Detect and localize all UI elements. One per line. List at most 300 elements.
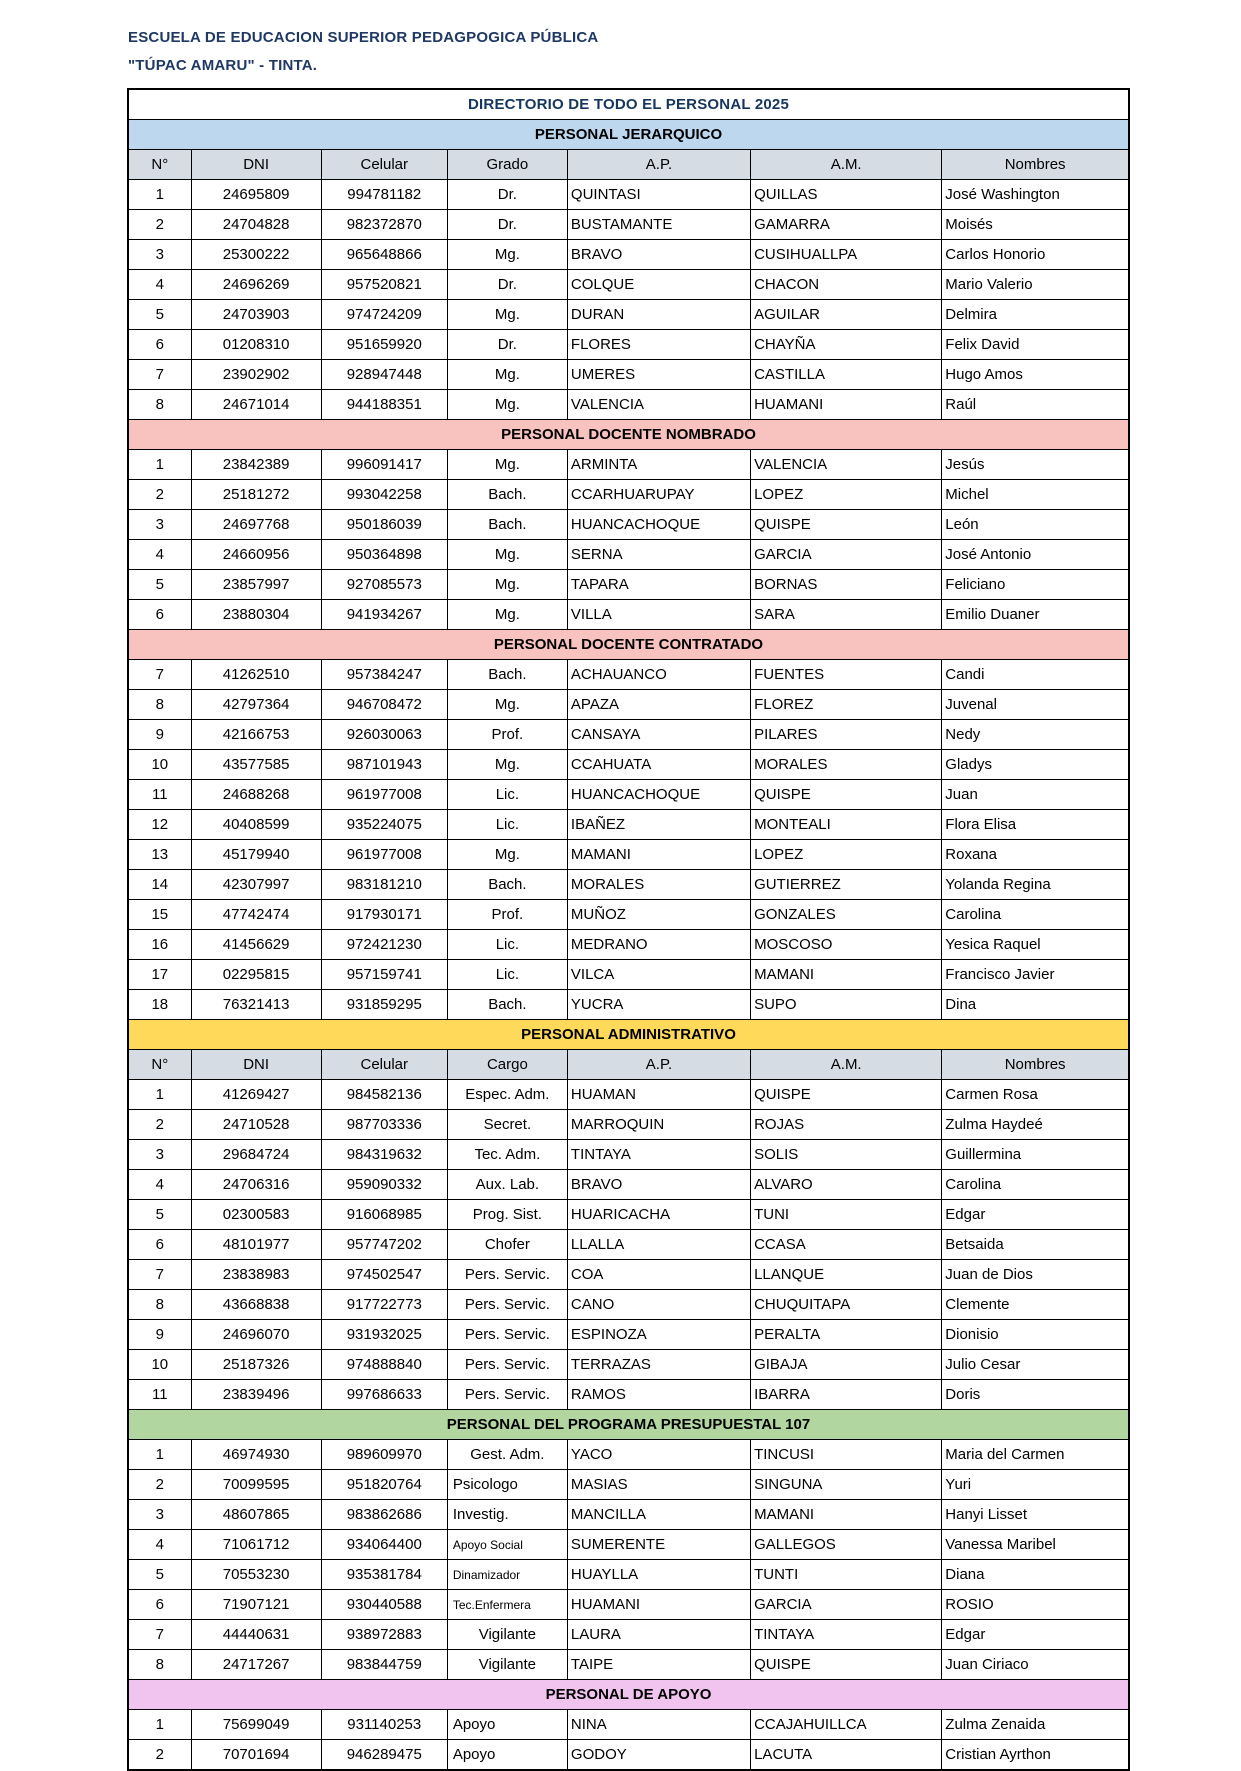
page-title: DIRECTORIO DE TODO EL PERSONAL 2025 [128, 89, 1129, 120]
cell-nombres: Francisco Javier [942, 960, 1129, 990]
cell-celular: 946289475 [321, 1740, 447, 1771]
cell-nombres: Jesús [942, 450, 1129, 480]
cell-am: LACUTA [751, 1740, 942, 1771]
cell-dni: 70099595 [191, 1470, 321, 1500]
column-header-n: N° [128, 1050, 191, 1080]
cell-grado: Apoyo [447, 1710, 567, 1740]
cell-am: QUISPE [751, 780, 942, 810]
section-header-row [128, 630, 1129, 660]
cell-celular: 974724209 [321, 300, 447, 330]
cell-celular: 951820764 [321, 1470, 447, 1500]
cell-celular: 996091417 [321, 450, 447, 480]
cell-am: QUILLAS [751, 180, 942, 210]
column-header-ap: A.P. [567, 1050, 750, 1080]
cell-celular: 935224075 [321, 810, 447, 840]
cell-ap: HUANCACHOQUE [567, 510, 750, 540]
cell-celular: 972421230 [321, 930, 447, 960]
cell-dni: 24695809 [191, 180, 321, 210]
cell-celular: 989609970 [321, 1440, 447, 1470]
cell-grado: Vigilante [447, 1620, 567, 1650]
table-row [128, 660, 1129, 690]
table-row [128, 930, 1129, 960]
cell-celular: 959090332 [321, 1170, 447, 1200]
cell-dni: 23880304 [191, 600, 321, 630]
cell-grado: Bach. [447, 870, 567, 900]
cell-ap: RAMOS [567, 1380, 750, 1410]
cell-n: 6 [128, 1590, 191, 1620]
table-row [128, 180, 1129, 210]
cell-dni: 43577585 [191, 750, 321, 780]
cell-nombres: Julio Cesar [942, 1350, 1129, 1380]
table-row [128, 1170, 1129, 1200]
cell-dni: 71061712 [191, 1530, 321, 1560]
cell-ap: CANO [567, 1290, 750, 1320]
cell-dni: 24696070 [191, 1320, 321, 1350]
cell-n: 4 [128, 1170, 191, 1200]
cell-celular: 983844759 [321, 1650, 447, 1680]
cell-am: SARA [751, 600, 942, 630]
column-header-row [128, 1050, 1129, 1080]
cell-ap: MASIAS [567, 1470, 750, 1500]
cell-dni: 24703903 [191, 300, 321, 330]
cell-celular: 950364898 [321, 540, 447, 570]
column-header-dni: DNI [191, 150, 321, 180]
cell-ap: GODOY [567, 1740, 750, 1771]
cell-celular: 957520821 [321, 270, 447, 300]
cell-n: 7 [128, 1620, 191, 1650]
cell-ap: MORALES [567, 870, 750, 900]
cell-grado: Mg. [447, 600, 567, 630]
cell-am: GONZALES [751, 900, 942, 930]
cell-grado: Lic. [447, 930, 567, 960]
table-row [128, 1440, 1129, 1470]
cell-am: VALENCIA [751, 450, 942, 480]
cell-celular: 951659920 [321, 330, 447, 360]
cell-n: 2 [128, 1470, 191, 1500]
personnel-directory-table [127, 88, 1130, 1771]
cell-celular: 931932025 [321, 1320, 447, 1350]
cell-am: MAMANI [751, 1500, 942, 1530]
cell-grado: Mg. [447, 450, 567, 480]
table-row [128, 1560, 1129, 1590]
cell-grado: Mg. [447, 750, 567, 780]
cell-celular: 983862686 [321, 1500, 447, 1530]
cell-n: 9 [128, 1320, 191, 1350]
cell-am: CCAJAHUILLCA [751, 1710, 942, 1740]
table-row [128, 1110, 1129, 1140]
column-header-celular: Celular [321, 1050, 447, 1080]
cell-am: PILARES [751, 720, 942, 750]
cell-celular: 982372870 [321, 210, 447, 240]
cell-ap: TAIPE [567, 1650, 750, 1680]
column-header-nombres: Nombres [942, 150, 1129, 180]
cell-celular: 950186039 [321, 510, 447, 540]
cell-nombres: Dionisio [942, 1320, 1129, 1350]
cell-n: 2 [128, 1110, 191, 1140]
cell-grado: Pers. Servic. [447, 1260, 567, 1290]
cell-ap: MAMANI [567, 840, 750, 870]
cell-celular: 946708472 [321, 690, 447, 720]
table-row [128, 1710, 1129, 1740]
cell-n: 17 [128, 960, 191, 990]
cell-grado: Mg. [447, 570, 567, 600]
cell-dni: 02295815 [191, 960, 321, 990]
cell-am: GIBAJA [751, 1350, 942, 1380]
cell-celular: 997686633 [321, 1380, 447, 1410]
cell-celular: 974888840 [321, 1350, 447, 1380]
table-row [128, 750, 1129, 780]
cell-dni: 41262510 [191, 660, 321, 690]
cell-n: 11 [128, 780, 191, 810]
cell-celular: 941934267 [321, 600, 447, 630]
cell-dni: 47742474 [191, 900, 321, 930]
cell-nombres: Juan Ciriaco [942, 1650, 1129, 1680]
section-header-row [128, 420, 1129, 450]
cell-ap: YACO [567, 1440, 750, 1470]
cell-grado: Psicologo [447, 1470, 567, 1500]
cell-dni: 46974930 [191, 1440, 321, 1470]
cell-grado: Pers. Servic. [447, 1350, 567, 1380]
cell-ap: ARMINTA [567, 450, 750, 480]
cell-dni: 23838983 [191, 1260, 321, 1290]
table-row [128, 690, 1129, 720]
table-row [128, 870, 1129, 900]
cell-celular: 983181210 [321, 870, 447, 900]
cell-ap: QUINTASI [567, 180, 750, 210]
cell-celular: 961977008 [321, 840, 447, 870]
cell-nombres: Mario Valerio [942, 270, 1129, 300]
column-header-am: A.M. [751, 150, 942, 180]
cell-ap: NINA [567, 1710, 750, 1740]
school-name-line1: ESCUELA DE EDUCACION SUPERIOR PEDAGPOGICA PÚBLICA [128, 29, 599, 46]
cell-am: GALLEGOS [751, 1530, 942, 1560]
cell-ap: YUCRA [567, 990, 750, 1020]
cell-n: 8 [128, 690, 191, 720]
cell-ap: HUAMAN [567, 1080, 750, 1110]
cell-am: IBARRA [751, 1380, 942, 1410]
table-row [128, 1350, 1129, 1380]
cell-n: 3 [128, 240, 191, 270]
cell-celular: 974502547 [321, 1260, 447, 1290]
cell-am: CHACON [751, 270, 942, 300]
column-header-grado: Grado [447, 150, 567, 180]
column-header-nombres: Nombres [942, 1050, 1129, 1080]
cell-grado: Pers. Servic. [447, 1320, 567, 1350]
cell-ap: COLQUE [567, 270, 750, 300]
cell-grado: Tec.Enfermera [447, 1590, 567, 1620]
cell-am: SUPO [751, 990, 942, 1020]
cell-dni: 42166753 [191, 720, 321, 750]
cell-celular: 926030063 [321, 720, 447, 750]
cell-celular: 957159741 [321, 960, 447, 990]
table-row [128, 330, 1129, 360]
school-name-line2: "TÚPAC AMARU" - TINTA. [128, 57, 318, 74]
section-header-row [128, 120, 1129, 150]
cell-ap: TAPARA [567, 570, 750, 600]
cell-ap: BRAVO [567, 1170, 750, 1200]
cell-grado: Espec. Adm. [447, 1080, 567, 1110]
cell-grado: Dr. [447, 330, 567, 360]
cell-grado: Dr. [447, 210, 567, 240]
cell-grado: Lic. [447, 960, 567, 990]
cell-n: 14 [128, 870, 191, 900]
cell-ap: IBAÑEZ [567, 810, 750, 840]
table-row [128, 360, 1129, 390]
cell-celular: 931140253 [321, 1710, 447, 1740]
cell-nombres: Dina [942, 990, 1129, 1020]
cell-n: 9 [128, 720, 191, 750]
cell-nombres: Vanessa Maribel [942, 1530, 1129, 1560]
table-row [128, 1500, 1129, 1530]
cell-celular: 930440588 [321, 1590, 447, 1620]
cell-ap: UMERES [567, 360, 750, 390]
table-row [128, 1080, 1129, 1110]
cell-nombres: Roxana [942, 840, 1129, 870]
cell-grado: Mg. [447, 300, 567, 330]
cell-celular: 917722773 [321, 1290, 447, 1320]
cell-ap: ESPINOZA [567, 1320, 750, 1350]
cell-nombres: Carmen Rosa [942, 1080, 1129, 1110]
cell-ap: MEDRANO [567, 930, 750, 960]
table-row [128, 1470, 1129, 1500]
cell-n: 8 [128, 1650, 191, 1680]
cell-dni: 25300222 [191, 240, 321, 270]
cell-grado: Pers. Servic. [447, 1380, 567, 1410]
column-header-row [128, 150, 1129, 180]
table-row [128, 1380, 1129, 1410]
cell-ap: BRAVO [567, 240, 750, 270]
table-row [128, 450, 1129, 480]
cell-n: 7 [128, 660, 191, 690]
cell-celular: 916068985 [321, 1200, 447, 1230]
cell-nombres: Zulma Haydeé [942, 1110, 1129, 1140]
cell-dni: 76321413 [191, 990, 321, 1020]
cell-celular: 993042258 [321, 480, 447, 510]
cell-ap: HUARICACHA [567, 1200, 750, 1230]
cell-am: HUAMANI [751, 390, 942, 420]
cell-nombres: Betsaida [942, 1230, 1129, 1260]
cell-celular: 961977008 [321, 780, 447, 810]
cell-n: 2 [128, 1740, 191, 1771]
cell-grado: Pers. Servic. [447, 1290, 567, 1320]
cell-n: 6 [128, 1230, 191, 1260]
section-header-row [128, 1020, 1129, 1050]
cell-dni: 24710528 [191, 1110, 321, 1140]
table-row [128, 600, 1129, 630]
cell-grado: Prof. [447, 720, 567, 750]
cell-nombres: Clemente [942, 1290, 1129, 1320]
cell-n: 8 [128, 390, 191, 420]
cell-celular: 957747202 [321, 1230, 447, 1260]
cell-nombres: Hanyi Lisset [942, 1500, 1129, 1530]
cell-grado: Lic. [447, 780, 567, 810]
cell-celular: 927085573 [321, 570, 447, 600]
cell-nombres: Felix David [942, 330, 1129, 360]
cell-ap: CCAHUATA [567, 750, 750, 780]
cell-nombres: Carolina [942, 1170, 1129, 1200]
cell-ap: MUÑOZ [567, 900, 750, 930]
cell-nombres: Diana [942, 1560, 1129, 1590]
cell-am: QUISPE [751, 510, 942, 540]
cell-celular: 984582136 [321, 1080, 447, 1110]
cell-ap: VILCA [567, 960, 750, 990]
cell-am: CHUQUITAPA [751, 1290, 942, 1320]
cell-nombres: Raúl [942, 390, 1129, 420]
cell-n: 5 [128, 1200, 191, 1230]
table-row [128, 810, 1129, 840]
cell-grado: Lic. [447, 810, 567, 840]
cell-n: 2 [128, 480, 191, 510]
cell-am: GARCIA [751, 540, 942, 570]
cell-celular: 931859295 [321, 990, 447, 1020]
cell-n: 4 [128, 540, 191, 570]
cell-nombres: ROSIO [942, 1590, 1129, 1620]
cell-dni: 41456629 [191, 930, 321, 960]
table-row [128, 960, 1129, 990]
cell-am: GUTIERREZ [751, 870, 942, 900]
cell-am: AGUILAR [751, 300, 942, 330]
cell-n: 1 [128, 180, 191, 210]
cell-am: LOPEZ [751, 480, 942, 510]
cell-dni: 29684724 [191, 1140, 321, 1170]
cell-am: GAMARRA [751, 210, 942, 240]
cell-n: 8 [128, 1290, 191, 1320]
cell-am: FUENTES [751, 660, 942, 690]
cell-ap: CANSAYA [567, 720, 750, 750]
cell-grado: Secret. [447, 1110, 567, 1140]
cell-am: ALVARO [751, 1170, 942, 1200]
cell-n: 1 [128, 450, 191, 480]
table-row [128, 720, 1129, 750]
cell-nombres: José Antonio [942, 540, 1129, 570]
table-row [128, 510, 1129, 540]
table-row [128, 1590, 1129, 1620]
cell-am: QUISPE [751, 1080, 942, 1110]
cell-ap: HUAYLLA [567, 1560, 750, 1590]
cell-ap: CCARHUARUPAY [567, 480, 750, 510]
cell-n: 6 [128, 600, 191, 630]
cell-grado: Tec. Adm. [447, 1140, 567, 1170]
cell-grado: Mg. [447, 690, 567, 720]
cell-dni: 24696269 [191, 270, 321, 300]
cell-dni: 43668838 [191, 1290, 321, 1320]
cell-dni: 44440631 [191, 1620, 321, 1650]
cell-nombres: Edgar [942, 1200, 1129, 1230]
cell-am: GARCIA [751, 1590, 942, 1620]
table-row [128, 300, 1129, 330]
cell-n: 5 [128, 1560, 191, 1590]
cell-dni: 25181272 [191, 480, 321, 510]
cell-nombres: Moisés [942, 210, 1129, 240]
cell-nombres: Carlos Honorio [942, 240, 1129, 270]
cell-dni: 71907121 [191, 1590, 321, 1620]
cell-n: 2 [128, 210, 191, 240]
cell-celular: 928947448 [321, 360, 447, 390]
cell-grado: Dr. [447, 180, 567, 210]
cell-ap: COA [567, 1260, 750, 1290]
cell-am: BORNAS [751, 570, 942, 600]
cell-dni: 42797364 [191, 690, 321, 720]
cell-n: 13 [128, 840, 191, 870]
cell-am: PERALTA [751, 1320, 942, 1350]
cell-ap: TERRAZAS [567, 1350, 750, 1380]
cell-celular: 987703336 [321, 1110, 447, 1140]
cell-am: MAMANI [751, 960, 942, 990]
cell-n: 1 [128, 1080, 191, 1110]
cell-nombres: Emilio Duaner [942, 600, 1129, 630]
cell-nombres: Yolanda Regina [942, 870, 1129, 900]
cell-grado: Mg. [447, 540, 567, 570]
cell-n: 15 [128, 900, 191, 930]
column-header-dni: DNI [191, 1050, 321, 1080]
cell-ap: TINTAYA [567, 1140, 750, 1170]
cell-grado: Prof. [447, 900, 567, 930]
table-row [128, 480, 1129, 510]
cell-dni: 24704828 [191, 210, 321, 240]
cell-grado: Mg. [447, 390, 567, 420]
cell-grado: Mg. [447, 240, 567, 270]
cell-am: SINGUNA [751, 1470, 942, 1500]
cell-nombres: Juan de Dios [942, 1260, 1129, 1290]
cell-dni: 24717267 [191, 1650, 321, 1680]
cell-am: SOLIS [751, 1140, 942, 1170]
cell-am: TUNTI [751, 1560, 942, 1590]
cell-am: FLOREZ [751, 690, 942, 720]
cell-grado: Aux. Lab. [447, 1170, 567, 1200]
cell-nombres: Zulma Zenaida [942, 1710, 1129, 1740]
cell-am: TINTAYA [751, 1620, 942, 1650]
cell-grado: Bach. [447, 510, 567, 540]
cell-n: 7 [128, 360, 191, 390]
cell-am: MONTEALI [751, 810, 942, 840]
cell-am: ROJAS [751, 1110, 942, 1140]
section-label: PERSONAL ADMINISTRATIVO [128, 1020, 1129, 1050]
cell-dni: 02300583 [191, 1200, 321, 1230]
cell-celular: 934064400 [321, 1530, 447, 1560]
cell-n: 12 [128, 810, 191, 840]
cell-grado: Prog. Sist. [447, 1200, 567, 1230]
cell-ap: HUANCACHOQUE [567, 780, 750, 810]
cell-nombres: Carolina [942, 900, 1129, 930]
cell-nombres: Flora Elisa [942, 810, 1129, 840]
cell-dni: 70701694 [191, 1740, 321, 1771]
cell-dni: 23902902 [191, 360, 321, 390]
cell-ap: VALENCIA [567, 390, 750, 420]
cell-n: 1 [128, 1710, 191, 1740]
section-label: PERSONAL DOCENTE NOMBRADO [128, 420, 1129, 450]
cell-n: 3 [128, 1140, 191, 1170]
school-header [128, 24, 598, 80]
table-row [128, 210, 1129, 240]
cell-grado: Apoyo Social [447, 1530, 567, 1560]
cell-n: 4 [128, 1530, 191, 1560]
table-row [128, 1140, 1129, 1170]
cell-dni: 75699049 [191, 1710, 321, 1740]
table-row [128, 390, 1129, 420]
table-row [128, 240, 1129, 270]
cell-celular: 965648866 [321, 240, 447, 270]
cell-n: 10 [128, 1350, 191, 1380]
cell-dni: 24706316 [191, 1170, 321, 1200]
cell-nombres: Guillermina [942, 1140, 1129, 1170]
cell-nombres: Nedy [942, 720, 1129, 750]
cell-celular: 994781182 [321, 180, 447, 210]
table-row [128, 1320, 1129, 1350]
cell-dni: 24671014 [191, 390, 321, 420]
cell-ap: FLORES [567, 330, 750, 360]
section-label: PERSONAL DOCENTE CONTRATADO [128, 630, 1129, 660]
cell-n: 5 [128, 300, 191, 330]
